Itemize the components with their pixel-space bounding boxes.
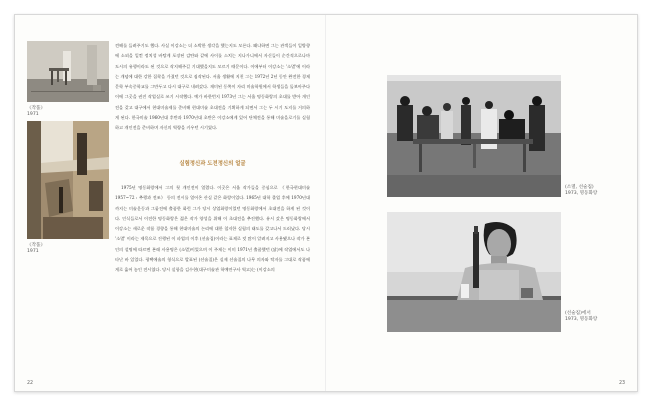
photo-bar-installation-caption: (소멸, 선술집) 1973, 명동화랑 [565, 185, 598, 197]
photo-artwork-room [27, 41, 109, 102]
page-number-left: 22 [27, 381, 34, 386]
book-spread [14, 14, 638, 392]
photo-artwork-sculpture-caption: 《작품》 1971 [27, 243, 46, 255]
body-text-column [115, 41, 310, 276]
photo-bar-installation [387, 75, 561, 197]
body-paragraph-2: 1975년 명동화랑에서 그의 첫 개인전이 열렸다. 이곳은 서울 작가들을 중심으로 《한국현대미술 1957~72 : 추행과 전조》 등의 전시를 열어온 산실 같은 화랑이었다. 1965년 대학 졸업 후에 1970년대까지는 미술운동과 그룹전에 출품한 화런 그가 당시 상업화랑이었던 명동화랑에서 초대전을 하게 된 것이다. 인식들로서 이전한 명동화랑은 젊은 작가 양성을 위해 이 초대전을 추진했다. 유시 갔은 명동화랑에서 이강소는 새로운 작품 경향을 통해 현대미술의 논리에 대한 철저한 실험의 태도를 갖고나서 드러났다. 당시 '소멸' 이라는 제목으로 진행된 이 파업의 이후 (선술집)이라는 표제로 덧 많이 알려지고 사용됐으나 작가 본인의 설명에 따르면 본래 사용명은 (소멸)이었으며 이 주제는 이미 1971년 출품했던 (닭)에 작업에서도 나타난 바 있었다. 평택에술의 형식으로 발표된 (선술집)은 실제 선술집의 나무 의자와 탁자를 그대로 작품에게로 옮어 놓인 전시였다. 당시 실항을 김수현(대구미술관 학예연구사 역고)는 (이강소의 [115, 184, 310, 273]
page-number-right: 23 [619, 381, 626, 386]
photo-artist-portrait-caption: (선술집)에서 1973, 명동화랑 [565, 311, 598, 323]
section-heading: 실험정신과 도전정신의 얼굴 [179, 160, 246, 167]
photo-artwork-room-caption: 《작품》 1971 [27, 106, 46, 118]
book-gutter [325, 15, 326, 391]
photo-artist-portrait [387, 212, 561, 332]
body-paragraph-1: 견해를 들려주기도 했다. 사실 이강소는 더 소박한 생각을 했는지도 모른다. 왜냐하면 그는 관객들이 일방향에 소외을 일컫 정치성 바탕게 포장된 감탄와 같에 사이를 스치는 지나가니에서 자신들이 순간적으로나마 도시의 유행이라도 된 것으로 작지해주길 기대했을지도 모르기 때문이다. 이에부터 이강소는 '소멸'에 이라는 개념에 대한 강한 집착을 가졌던 것으로 짐작된다. 서울 생활에 지친 그는 1972년 2년 동안 완전한 경제 문학 부속중학교를 그만두고 다시 대구로 내려갔다. 재미된 동쪽이 자리 미술학원에서 학생들을 돌보아주다 이에 그곳을 권진 작업실로 쓰기 시작했다. 예가 바한번지 1973년 그는 서울 명동화랑의 초대를 받아 개인전을 갖고 대구에서 현대미술제를 준비해 현대미술 초대전을 기획하게 되면서 그는 두 시기 도지를 거의하게 된다. 한국미술 1960년대 후반과 1970년대 초반은 이강소에게 있어 단체전을 통해 미술을로기를 실험하고 개인전을 준비하며 자신의 역량을 키우던 시기였다. [115, 43, 310, 131]
photo-artwork-sculpture [27, 121, 109, 239]
